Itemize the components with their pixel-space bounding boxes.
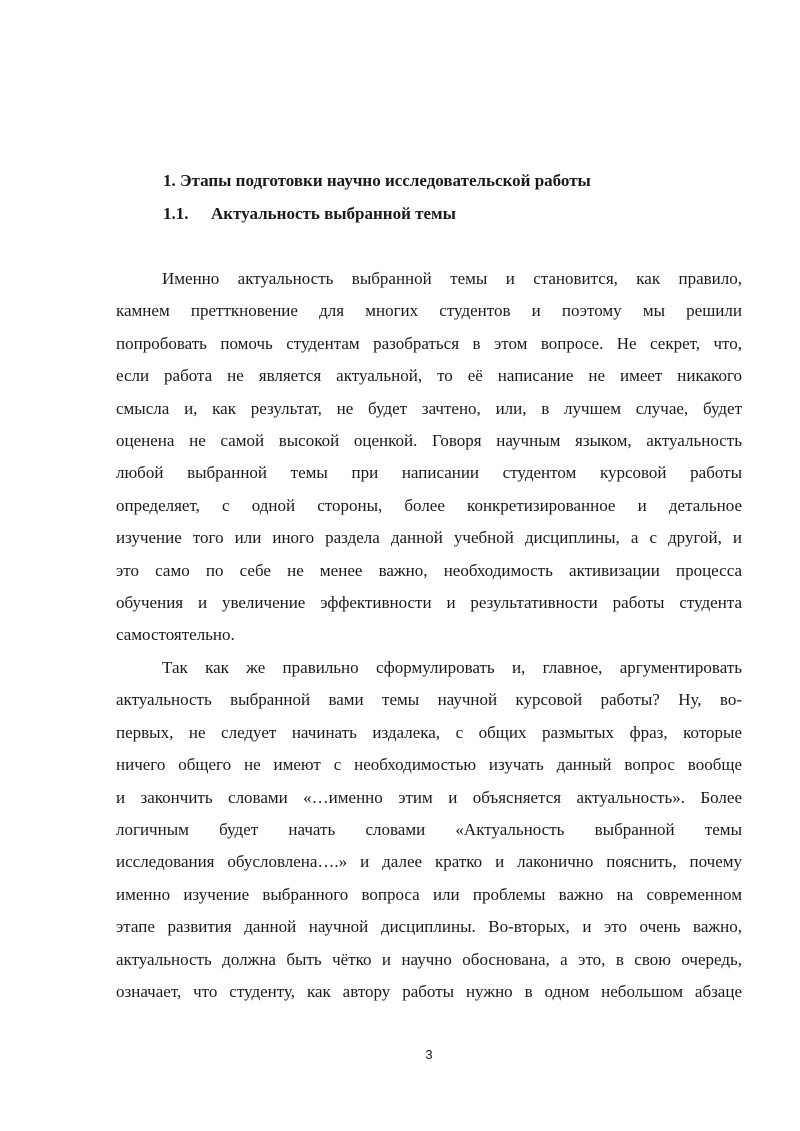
text-line: если работа не является актуальной, то её написание не имеет никакого — [116, 366, 742, 386]
text-line: именно изучение выбранного вопроса или проблемы важно на современном — [116, 884, 742, 904]
text-line: Так как же правильно сформулировать и, главное, аргументировать — [162, 657, 742, 677]
paragraph-1 — [116, 263, 742, 652]
section-heading: 1. Этапы подготовки научно исследовательской работы — [163, 171, 591, 190]
text-line: определяет, с одной стороны, более конкретизированное и детальное — [116, 495, 742, 515]
text-line: это само по себе не менее важно, необходимость активизации процесса — [116, 560, 742, 580]
text-line: смысла и, как результат, не будет зачтено, или, в лучшем случае, будет — [116, 398, 742, 418]
subsection-number: 1.1. — [163, 204, 189, 223]
text-line: логичным будет начать словами «Актуальность выбранной темы — [116, 819, 742, 839]
text-line: камнем претткновение для многих студентов и поэтому мы решили — [116, 301, 742, 321]
text-line: любой выбранной темы при написании студентом курсовой работы — [116, 463, 742, 483]
text-line: оценена не самой высокой оценкой. Говоря научным языком, актуальность — [116, 431, 742, 451]
text-line: изучение того или иного раздела данной учебной дисциплины, а с другой, и — [116, 528, 742, 548]
text-line: актуальность выбранной вами темы научной курсовой работы? Ну, во- — [116, 690, 742, 710]
text-line: исследования обусловлена….» и далее кратко и лаконично пояснить, почему — [116, 852, 742, 872]
text-line: первых, не следует начинать издалека, с общих размытых фраз, которые — [116, 722, 742, 742]
text-line: актуальность должна быть чётко и научно обоснована, а это, в свою очередь, — [116, 949, 742, 969]
text-line: самостоятельно. — [116, 625, 235, 645]
text-line: попробовать помочь студентам разобраться в этом вопросе. Не секрет, что, — [116, 333, 742, 353]
text-line: обучения и увеличение эффективности и результативности работы студента — [116, 593, 742, 613]
body-text — [116, 263, 742, 1008]
subsection-title: Актуальность выбранной темы — [211, 204, 456, 223]
subsection-heading — [163, 203, 456, 225]
text-line: Именно актуальность выбранной темы и становится, как правило, — [162, 269, 742, 288]
page-number: 3 — [425, 1047, 433, 1062]
text-line: означает, что студенту, как автору работы нужно в одном небольшом абзаце — [116, 981, 742, 1001]
text-line: ничего общего не имеют с необходимостью изучать данный вопрос вообще — [116, 755, 742, 775]
text-line: этапе развития данной научной дисциплины. Во-вторых, и это очень важно, — [116, 917, 742, 937]
paragraph-2 — [116, 652, 742, 1008]
text-line: и закончить словами «…именно этим и объясняется актуальность». Более — [116, 787, 742, 807]
